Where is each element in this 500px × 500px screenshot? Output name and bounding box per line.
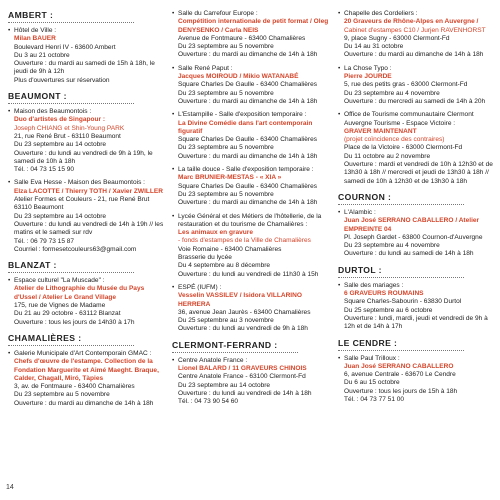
venue-detail-line: Ouverture : du lundi au vendredi de 9h à 18h bbox=[178, 325, 308, 333]
exhibition-title: Milan BAUER bbox=[14, 35, 56, 43]
city-heading: COURNON : bbox=[338, 191, 392, 202]
venue-detail-line: Brasserie du lycée bbox=[178, 254, 232, 262]
venue-detail-line: Courriel : formesetcouleurs63@gmail.com bbox=[14, 245, 137, 253]
venue-detail-line: Du 6 au 15 octobre bbox=[344, 379, 400, 387]
venue-detail-line: Tél. : 04 73 15 15 90 bbox=[14, 166, 75, 174]
venue-detail-line: Square Charles De Gaulle - 63400 Chamalières bbox=[178, 136, 318, 144]
venue-detail-line: Ouverture : mardi et vendredi de 10h à 12h30 et de 13h30 à 18h // mercredi et jeudi de 13h30 à 18h // samedi de 10h à 12h30 et de 13h30 à 18h bbox=[344, 161, 493, 185]
exhibition-title: Vesselin VASSILEV / Isidora VILLARINO HERRERA bbox=[178, 292, 302, 308]
venue-entry bbox=[8, 277, 164, 327]
venue-name: • Salle Paul Trilloux : bbox=[344, 355, 498, 363]
venue-detail-line: Du 21 au 29 octobre - 63112 Blanzat bbox=[14, 310, 121, 318]
exhibition-title: Atelier de Lithographie du Musée du Pays d'Ussel / Atelier Le Grand Village bbox=[14, 285, 145, 301]
venue-detail-line: Square Charles De Gaulle - 63400 Chamalières bbox=[178, 81, 318, 89]
exhibition-title: 6 GRAVEURS ROUMAINS bbox=[344, 290, 424, 298]
venue-detail-line: Ouverture : du mardi au dimanche de 14h à 18h bbox=[178, 51, 318, 59]
venue-detail-line: Du 23 septembre au 14 octobre bbox=[178, 381, 271, 389]
venue-name: • Salle René Paput : bbox=[178, 65, 332, 73]
column-1 bbox=[8, 10, 164, 413]
venue-detail-line: Du 25 septembre au 3 novembre bbox=[178, 317, 274, 325]
venue-detail-line: Ouverture : du mardi au samedi de 15h à 18h, le jeudi de 9h à 12h bbox=[14, 60, 155, 76]
venue-name: • Salle des mariages : bbox=[344, 282, 498, 290]
venue-detail-line: Pl. Joseph Gardet - 63800 Cournon-d'Auvergne bbox=[344, 233, 483, 241]
venue-detail-line: Boulevard Henri IV - 63600 Ambert bbox=[14, 43, 116, 51]
city-divider bbox=[8, 272, 134, 273]
venue-detail-line: 3, av. de Fontmaure - 63400 Chamalières bbox=[14, 383, 135, 391]
venue-detail-line: Du 23 septembre au 14 octobre bbox=[14, 141, 107, 149]
venue-entry bbox=[172, 10, 332, 60]
column-2 bbox=[172, 10, 332, 411]
venue-detail-line: Du 3 au 21 octobre bbox=[14, 51, 70, 59]
venue-detail-line: Place de la Victoire - 63000 Clermont-Fd bbox=[344, 144, 463, 152]
venue-detail-line: Atelier Formes et Couleurs - 21, rue René Brut 63110 Beaumont bbox=[14, 196, 150, 212]
venue-entry bbox=[338, 282, 498, 332]
venue-detail-line: Du 4 septembre au 8 décembre bbox=[178, 262, 271, 270]
venue-detail-line: Tél. : 06 79 73 15 87 bbox=[14, 237, 75, 245]
venue-name: • Chapelle des Cordeliers : bbox=[344, 10, 498, 18]
venue-detail-line: Du 23 septembre au 5 novembre bbox=[178, 89, 274, 97]
venue-detail-line: Du 14 au 31 octobre bbox=[344, 43, 404, 51]
city-heading: CHAMALIÈRES : bbox=[8, 332, 82, 343]
venue-detail-line: Tél. : 04 73 90 54 60 bbox=[178, 398, 239, 406]
city-divider bbox=[338, 350, 464, 351]
venue-entry bbox=[338, 355, 498, 405]
venue-detail-line: Du 25 septembre au 6 octobre bbox=[344, 306, 433, 314]
exhibition-title: La Divine Comédie dans l'art contemporain figuratif bbox=[178, 119, 313, 135]
city-divider bbox=[8, 345, 134, 346]
venue-name: • Maison des Beaumontois : bbox=[14, 108, 164, 116]
exhibition-title: Juan José SERRANO CABALLERO bbox=[344, 362, 454, 370]
venue-detail-line: Ouverture : du mercredi au samedi de 14h à 20h bbox=[344, 97, 486, 105]
venue-entry bbox=[8, 179, 164, 254]
city-heading: BLANZAT : bbox=[8, 260, 57, 271]
venue-entry bbox=[172, 65, 332, 106]
venue-detail-line: Du 23 septembre au 4 novembre bbox=[344, 89, 440, 97]
venue-name: • La Chose Typo : bbox=[344, 65, 498, 73]
venue-detail-line: Du 11 octobre au 2 novembre bbox=[344, 152, 431, 160]
venue-detail-line: Avenue de Fontmaure - 63400 Chamalières bbox=[178, 34, 306, 42]
venue-detail-line: Tél. : 04 73 77 51 00 bbox=[344, 395, 405, 403]
venue-entry bbox=[172, 357, 332, 407]
venue-detail-line: Du 23 septembre au 5 novembre bbox=[178, 190, 274, 198]
city-divider bbox=[8, 22, 134, 23]
venue-entry bbox=[8, 27, 164, 85]
venue-entry bbox=[338, 65, 498, 106]
venue-detail-line: Ouverture : tous les jours de 14h30 à 17h bbox=[14, 318, 135, 326]
venue-detail-line: Ouverture : tous les jours de 15h à 18h bbox=[344, 387, 458, 395]
exhibition-title: Jacques MOIROUD / Mikio WATANABÉ bbox=[178, 73, 299, 81]
exhibition-title: Chefs d'œuvre de l'estampe. Collection de la Fondation Marguerite et Aimé Maeght. Braque, Calder, Chagall, Miró, Tàpies bbox=[14, 358, 159, 382]
exhibition-title: GRAVER MAINTENANT bbox=[344, 127, 417, 135]
venue-entry bbox=[172, 213, 332, 279]
exhibition-subtitle: Joseph CHIANG et Shin-Young PARK bbox=[14, 124, 125, 132]
venue-name: • Salle du Carrefour Europe : bbox=[178, 10, 332, 18]
venue-detail-line: 36, avenue Jean Jaurès - 63400 Chamalières bbox=[178, 308, 311, 316]
venue-detail-line: Centre Anatole France - 63100 Clermont-Fd bbox=[178, 373, 306, 381]
venue-detail-line: Ouverture : du mardi au dimanche de 14h à 18h bbox=[178, 199, 318, 207]
venue-entry bbox=[172, 111, 332, 161]
venue-detail-line: Ouverture : du lundi au vendredi de 14h à 18h bbox=[178, 389, 312, 397]
venue-name: • Hôtel de Ville : bbox=[14, 27, 164, 35]
exhibition-title: Juan José SERRANO CABALLERO / Atelier EMPREINTE 04 bbox=[344, 217, 480, 233]
venue-detail-line: Du 23 septembre au 14 octobre bbox=[14, 212, 107, 220]
exhibition-title: Marc BRUNIER-MESTAS - « XIA » bbox=[178, 174, 282, 182]
exhibition-title: Les animaux en gravure bbox=[178, 229, 253, 237]
venue-name: • L'Alambic : bbox=[344, 209, 498, 217]
city-heading: CLERMONT-FERRAND : bbox=[172, 339, 278, 350]
exhibition-subtitle: - fonds d'estampes de la Ville de Chamalières bbox=[178, 237, 311, 245]
venue-detail-line: Plus d'ouvertures sur réservation bbox=[14, 76, 110, 84]
exhibition-title: Lionel BALARD / 11 GRAVEURS CHINOIS bbox=[178, 364, 307, 372]
venue-detail-line: Ouverture : du mardi au dimanche de 14h à 18h bbox=[344, 51, 484, 59]
venue-detail-line: Ouverture : du lundi au samedi de 14h à 18h bbox=[344, 250, 474, 258]
venue-detail-line: Voie Romaine - 63400 Chamalières bbox=[178, 245, 282, 253]
exhibition-title: Elza LACOTTE / Thierry TOTH / Xavier ZWILLER bbox=[14, 187, 164, 195]
venue-detail-line: Ouverture : lundi, mardi, jeudi et vendredi de 9h à 12h et de 14h à 17h bbox=[344, 314, 488, 331]
venue-detail-line: Du 23 septembre au 5 novembre bbox=[14, 391, 110, 399]
venue-entry bbox=[8, 108, 164, 174]
city-divider bbox=[338, 204, 464, 205]
venue-name: • Centre Anatole France : bbox=[178, 357, 332, 365]
venue-detail-line: Du 23 septembre au 4 novembre bbox=[344, 242, 440, 250]
venue-detail-line: Ouverture : du mardi au dimanche de 14h à 18h bbox=[14, 399, 154, 407]
venue-detail-line: 21, rue René Brut - 63110 Beaumont bbox=[14, 132, 121, 140]
venue-name: • ESPÉ (IUFM) : bbox=[178, 284, 332, 292]
venue-detail-line: Square Charles-Sabourin - 63830 Durtol bbox=[344, 298, 462, 306]
city-heading: AMBERT : bbox=[8, 10, 54, 20]
venue-entry bbox=[8, 350, 164, 408]
venue-detail-line: 9, place Sugny - 63000 Clermont-Fd bbox=[344, 34, 450, 42]
venue-name: • Galerie Municipale d'Art Contemporain GMAC : bbox=[14, 350, 164, 358]
venue-detail-line: 5, rue des petits gras - 63000 Clermont-Fd bbox=[344, 81, 468, 89]
venue-detail-line: Square Charles De Gaulle - 63400 Chamalières bbox=[178, 182, 318, 190]
venue-detail-line: Du 23 septembre au 5 novembre bbox=[178, 43, 274, 51]
venue-name: • Office de Tourisme communautaire Clermont Auvergne Tourisme - Espace Victoire : bbox=[344, 111, 498, 128]
venue-detail-line: Ouverture : du lundi au vendredi de 9h à 19h, le samedi de 10h à 18h bbox=[14, 149, 153, 165]
venue-entry bbox=[338, 10, 498, 60]
venue-detail-line: Du 23 septembre au 5 novembre bbox=[178, 144, 274, 152]
exhibition-title: Duo d'artistes de Singapour : bbox=[14, 116, 106, 124]
venue-detail-line: 175, rue de Vignes de Madame bbox=[14, 302, 106, 310]
exhibition-subtitle: (projet coïncidence des contraires) bbox=[344, 136, 445, 144]
venue-name: • Salle Eva Hesse - Maison des Beaumontois : bbox=[14, 179, 164, 187]
exhibition-title: 20 Graveurs de Rhône-Alpes en Auvergne / bbox=[344, 18, 479, 26]
venue-detail-line: Ouverture : du mardi au dimanche de 14h à 18h bbox=[178, 152, 318, 160]
page-number: 14 bbox=[6, 484, 14, 491]
city-heading: DURTOL : bbox=[338, 264, 382, 275]
city-divider bbox=[172, 352, 298, 353]
venue-name: • Lycée Général et des Métiers de l'hôtellerie, de la restauration et du tourisme de Chamalières : bbox=[178, 213, 332, 230]
venue-detail-line: Ouverture : du mardi au dimanche de 14h à 18h bbox=[178, 97, 318, 105]
exhibition-title: Compétition internationale de petit format / Oleg DENYSENKO / Carla NEIS bbox=[178, 18, 329, 34]
column-3 bbox=[338, 10, 498, 409]
venue-detail-line: 6, avenue Centrale - 63670 Le Cendre bbox=[344, 371, 456, 379]
venue-entry bbox=[338, 111, 498, 186]
venue-entry bbox=[172, 166, 332, 207]
venue-name: • La taille douce - Salle d'exposition temporaire : bbox=[178, 166, 332, 174]
venue-name: • L'Estampille - Salle d'exposition temporaire : bbox=[178, 111, 332, 119]
exhibition-subtitle: Cabinet d'estampes C10 / Jurjen RAVENHORST bbox=[344, 26, 486, 34]
venue-detail-line: Ouverture : du lundi au vendredi de 14h à 19h // les matins et le samedi sur rdv bbox=[14, 220, 164, 237]
exhibition-title: Pierre JOURDE bbox=[344, 73, 392, 81]
venue-entry bbox=[172, 284, 332, 334]
city-heading: LE CENDRE : bbox=[338, 337, 398, 348]
venue-name: • Espace culturel "La Muscade" : bbox=[14, 277, 164, 285]
venue-detail-line: Ouverture : du lundi au vendredi de 11h30 à 15h bbox=[178, 270, 319, 278]
city-divider bbox=[8, 103, 134, 104]
venue-entry bbox=[338, 209, 498, 259]
city-heading: BEAUMONT : bbox=[8, 91, 67, 102]
city-divider bbox=[338, 277, 464, 278]
